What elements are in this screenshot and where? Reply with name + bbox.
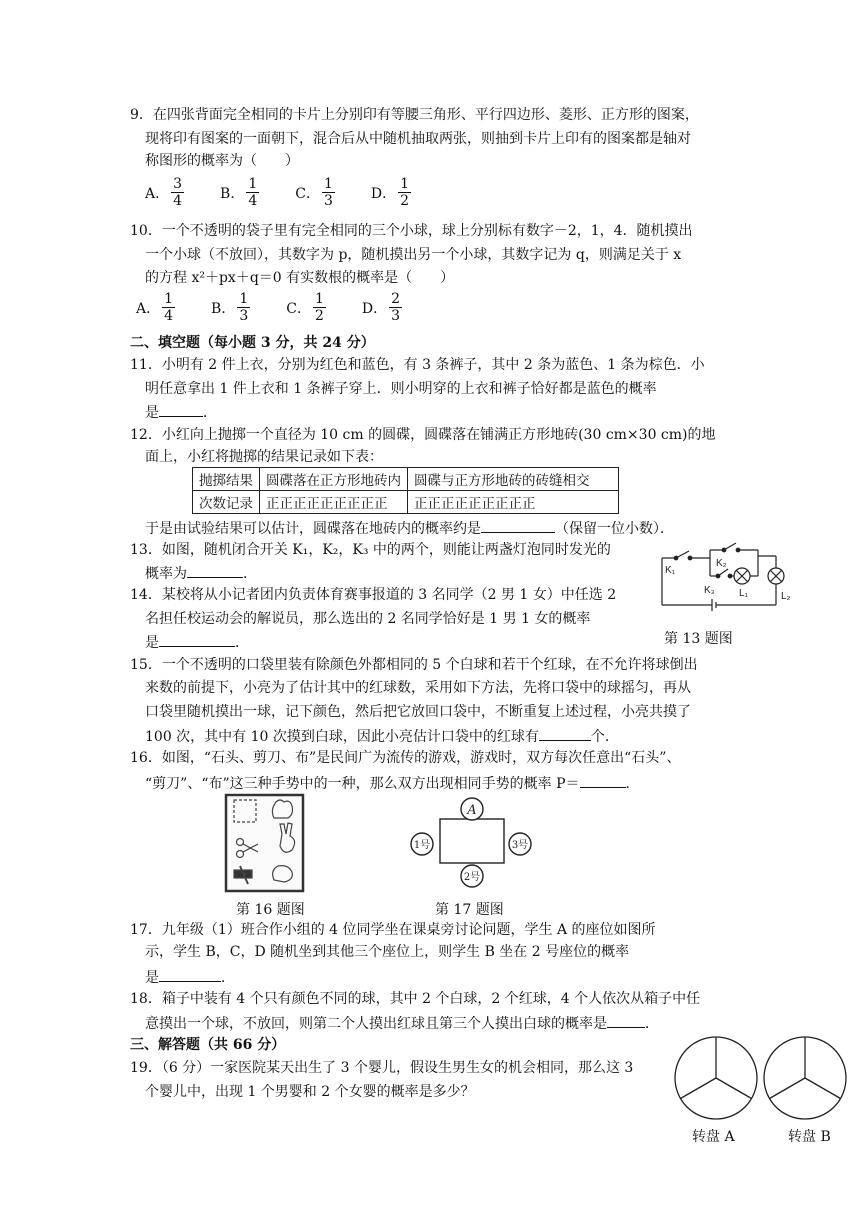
q12-answer-blank [481, 518, 555, 533]
q10-option-a: A． $\frac{1}{4}$ [136, 291, 174, 324]
q19-line2: 个婴儿中，出现 1 个男婴和 2 个女婴的概率是多少？ [145, 1084, 475, 1100]
q15-line3: 口袋里随机摸出一球，记下颜色，然后把它放回口袋中，不断重复上述过程，小亮共摸了 [145, 704, 691, 720]
table-cell: 抛掷结果 [193, 468, 260, 491]
k1-label: K₁ [665, 565, 676, 576]
q17-caption: 第 17 题图 [435, 902, 504, 918]
table-cell: 圆碟与正方形地砖的砖缝相交 [408, 468, 619, 491]
q13-caption: 第 13 题图 [664, 631, 733, 647]
q9-line2: 现将印有图案的一面朝下，混合后从中随机抽取两张，则抽到卡片上印有的图案都是轴对 [145, 131, 691, 147]
q13-circuit-diagram [652, 540, 797, 618]
section3-heading: 三、解答题（共 66 分） [130, 1037, 286, 1053]
q9-option-a: A． $\frac{3}{4}$ [145, 176, 183, 209]
q19-line1: 19．（6 分）一家医院某天出生了 3 个婴儿，假设生男生女的机会相同，那么这 3 [130, 1060, 634, 1076]
q17-answer-blank [159, 967, 221, 982]
table-cell: 次数记录 [193, 491, 260, 514]
q10-options [136, 291, 438, 324]
seat-a-label: A [467, 803, 477, 818]
desk-rect [440, 819, 504, 863]
q9-options [145, 176, 447, 209]
k3-label: K₃ [704, 585, 715, 596]
q13-answer-blank [187, 563, 243, 578]
table-row [193, 491, 619, 514]
q16-hand-gestures-figure [224, 792, 306, 894]
q14-line1: 14．某校将从小记者团内负责体育赛事报道的 3 名同学（2 男 1 女）中任选 2 [130, 587, 617, 603]
spinners-figure [672, 1032, 848, 1124]
q9-option-b: B． $\frac{1}{4}$ [220, 176, 258, 209]
q18-line1: 18．箱子中装有 4 个只有颜色不同的球，其中 2 个白球，2 个红球，4 个人依次从箱子中任 [130, 991, 701, 1007]
seat-2-label: 2号 [463, 872, 481, 883]
section2-heading: 二、填空题（每小题 3 分，共 24 分） [130, 335, 375, 351]
q15-line1: 15．一个不透明的口袋里装有除颜色外都相同的 5 个白球和若干个红球，在不允许将球倒出 [130, 657, 698, 673]
q11-line1: 11．小明有 2 件上衣，分别为红色和蓝色，有 3 条裤子，其中 2 条为蓝色、1 条为棕色．小 [130, 357, 705, 373]
q13-line2: 概率为 ． [145, 563, 257, 583]
q17-line2: 示，学生 B，C，D 随机坐到其他三个座位上，则学生 B 坐在 2 号座位的概率 [145, 944, 630, 960]
q9-option-d: D． $\frac{1}{2}$ [370, 176, 410, 209]
q11-answer-blank [159, 402, 203, 417]
q10-line3: 的方程 x²＋px＋q＝0 有实数根的概率是（ ） [145, 270, 455, 286]
q17-seating-figure [405, 797, 535, 889]
q18-answer-blank [607, 1013, 645, 1028]
q16-answer-blank [580, 773, 626, 788]
q12-line2: 面上，小红将抛掷的结果记录如下表： [145, 449, 383, 465]
l1-label: L₁ [739, 588, 748, 599]
l2-label: L₂ [781, 591, 791, 602]
q10-option-c: C． $\frac{1}{2}$ [286, 291, 324, 324]
table-cell: 正正正正正正正正正 [260, 491, 408, 514]
q12-table [192, 467, 619, 514]
table-row [193, 468, 619, 491]
q16-line2: “剪刀”、“布”这三种手势中的一种，那么双方出现相同手势的概率 P＝ ． [145, 773, 640, 793]
q18-line2: 意摸出一个球，不放回，则第二个人摸出红球且第三个人摸出白球的概率是 ． [145, 1013, 659, 1033]
q10-line1: 10．一个不透明的袋子里有完全相同的三个小球，球上分别标有数字－2，1，4．随机摸出 [130, 223, 693, 239]
q12-line1: 12．小红向上抛掷一个直径为 10 cm 的圆碟，圆碟落在铺满正方形地砖(30 cm×30 cm)的地 [130, 427, 716, 443]
q14-line2: 名担任校运动会的解说员，那么选出的 2 名同学恰好是 1 男 1 女的概率 [145, 611, 591, 627]
k2-label: K₂ [716, 558, 727, 569]
table-cell: 正正正正正正正正正 [408, 491, 619, 514]
q10-option-b: B． $\frac{1}{3}$ [211, 291, 249, 324]
seat-1-label: 1号 [413, 840, 431, 851]
q11-line2: 明任意拿出 1 件上衣和 1 条裤子穿上．则小明穿的上衣和裤子恰好都是蓝色的概率 [145, 381, 657, 397]
q11-line3: 是 ． [145, 402, 217, 422]
q15-line2: 来数的前提下，小亮为了估计其中的红球数，采用如下方法，先将口袋中的球摇匀，再从 [145, 680, 691, 696]
spinner-b-caption: 转盘 B [788, 1129, 831, 1145]
q10-line2: 一个小球（不放回），其数字为 p，随机摸出另一个小球，其数字记为 q，则满足关于 x [145, 247, 682, 263]
q10-option-d: D． $\frac{2}{3}$ [361, 291, 401, 324]
q14-line3: 是 ． [145, 632, 249, 652]
q15-answer-blank [539, 726, 591, 741]
q15-line4: 100 次，其中有 10 次摸到白球，因此小亮估计口袋中的红球有 个. [145, 726, 609, 746]
q9-line1: 9．在四张背面完全相同的卡片上分别印有等腰三角形、平行四边形、菱形、正方形的图案， [130, 107, 699, 123]
spinner-a-caption: 转盘 A [692, 1129, 735, 1145]
q13-line1: 13．如图，随机闭合开关 K₁，K₂，K₃ 中的两个，则能让两盏灯泡同时发光的 [130, 542, 611, 558]
q14-answer-blank [159, 632, 235, 647]
q9-option-c: C． $\frac{1}{3}$ [295, 176, 333, 209]
q12-line3: 于是由试验结果可以估计，圆碟落在地砖内的概率约是 （保留一位小数）． [145, 518, 674, 538]
q16-line1: 16．如图，“石头、剪刀、布”是民间广为流传的游戏，游戏时，双方每次任意出“石头”、 [130, 750, 681, 766]
q17-line3: 是 ． [145, 967, 235, 987]
table-cell: 圆碟落在正方形地砖内 [260, 468, 408, 491]
q9-line3: 称图形的概率为（ ） [145, 153, 299, 169]
q16-caption: 第 16 题图 [236, 902, 305, 918]
seat-3-label: 3号 [511, 840, 529, 851]
q17-line1: 17．九年级（1）班合作小组的 4 位同学坐在课桌旁讨论问题，学生 A 的座位如图所 [130, 922, 656, 938]
